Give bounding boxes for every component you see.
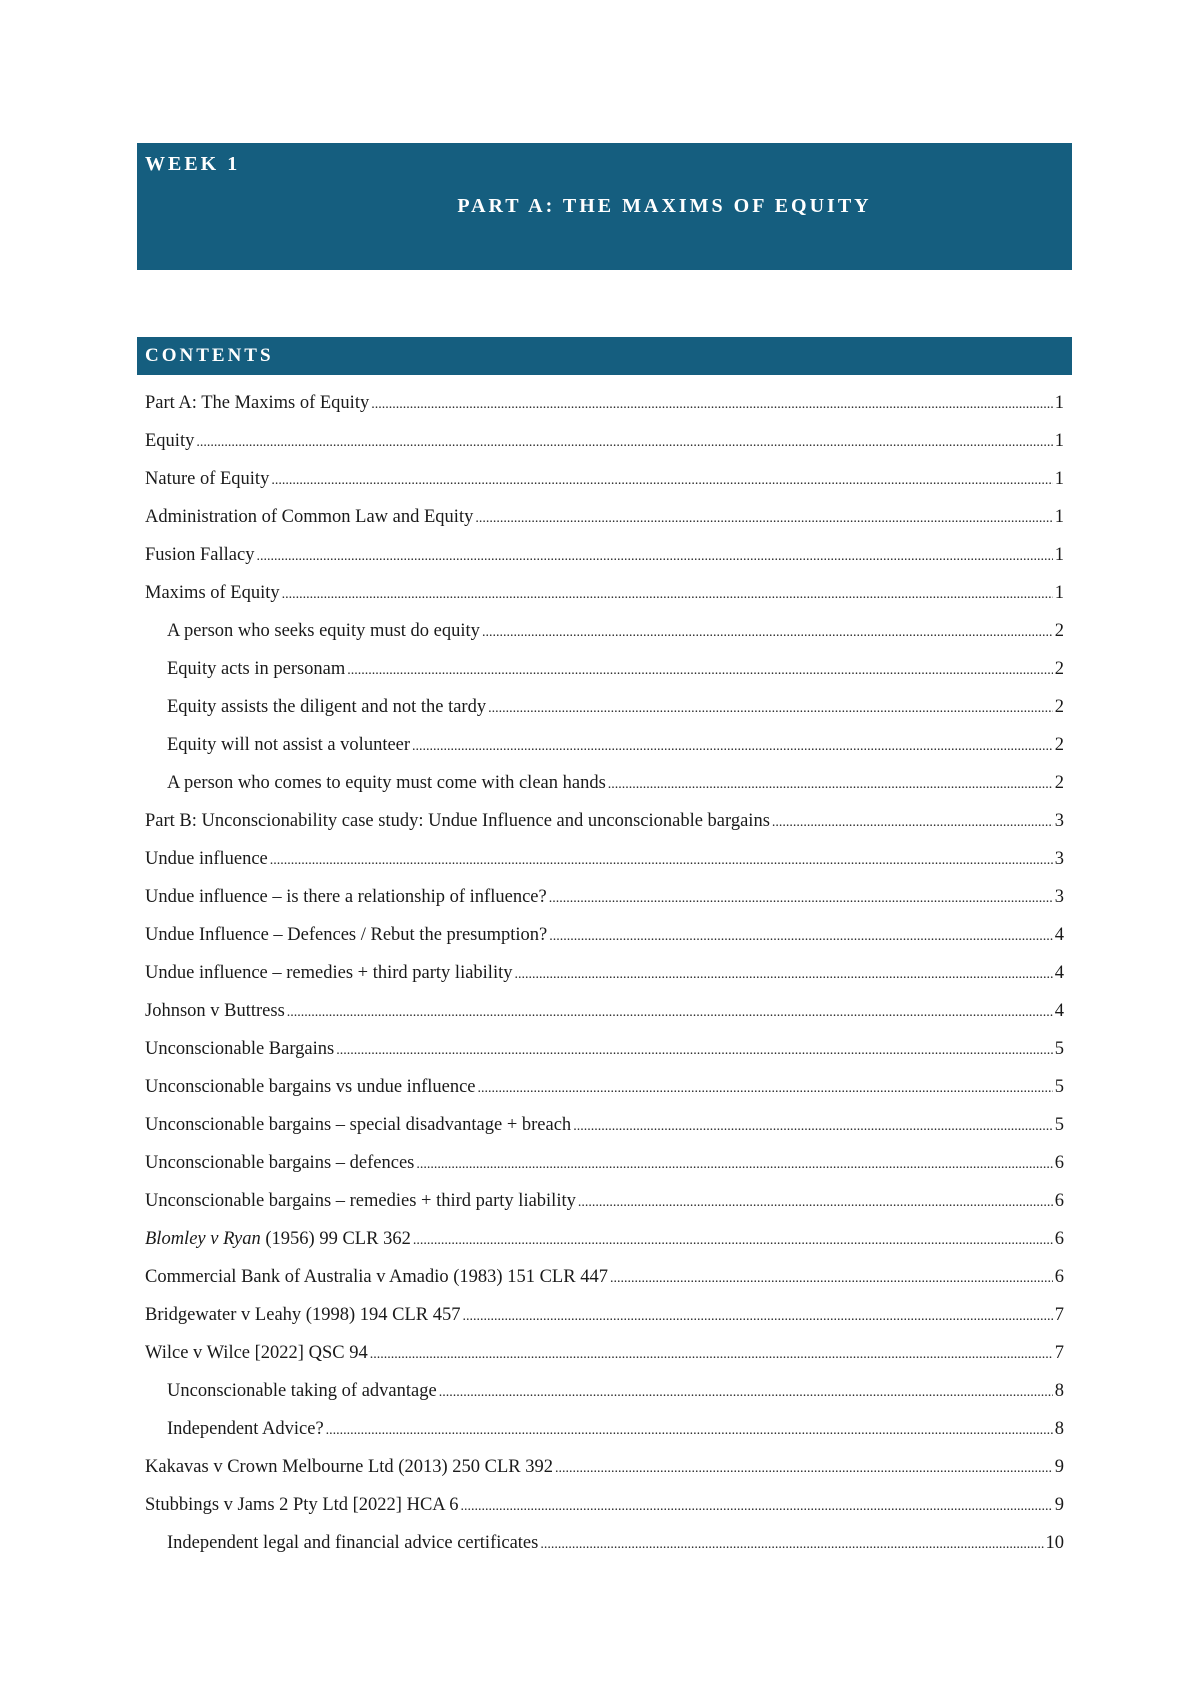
toc-entry[interactable] <box>145 1077 1064 1115</box>
toc-dot-leader <box>555 1457 1053 1478</box>
toc-entry-title[interactable] <box>167 1533 538 1554</box>
toc-page-number[interactable]: 1 <box>1054 393 1064 413</box>
toc-entry-title[interactable] <box>145 1153 414 1174</box>
toc-page-number[interactable]: 2 <box>1054 659 1064 679</box>
toc-page-number[interactable]: 8 <box>1054 1381 1064 1401</box>
toc-page-number[interactable]: 1 <box>1054 431 1064 451</box>
toc-entry-title-text: Independent legal and financial advice certificates <box>167 1533 539 1553</box>
toc-entry[interactable] <box>145 1381 1064 1419</box>
toc-page-number[interactable]: 6 <box>1054 1153 1064 1173</box>
toc-entry-title[interactable] <box>167 773 606 794</box>
toc-entry-title-text: Unconscionable bargains vs undue influence <box>145 1077 476 1097</box>
toc-page-number[interactable]: 2 <box>1054 621 1064 641</box>
toc-entry-title-text: Equity will not assist a volunteer <box>167 735 411 755</box>
toc-dot-leader <box>196 431 1052 452</box>
toc-entry[interactable] <box>145 1305 1064 1343</box>
toc-page-number[interactable]: 2 <box>1054 735 1064 755</box>
toc-page-number[interactable]: 1 <box>1054 583 1064 603</box>
toc-entry-title-text: Johnson v Buttress <box>145 1001 285 1021</box>
toc-entry[interactable] <box>145 583 1064 621</box>
toc-entry-title[interactable] <box>145 849 268 870</box>
contents-heading: CONTENTS <box>145 345 274 366</box>
toc-entry-title[interactable] <box>145 1495 459 1516</box>
toc-dot-leader <box>282 583 1053 604</box>
toc-dot-leader <box>439 1381 1053 1402</box>
toc-entry-title[interactable] <box>145 887 547 908</box>
toc-page-number[interactable]: 5 <box>1054 1115 1064 1135</box>
toc-entry-title[interactable] <box>145 1039 334 1060</box>
toc-page-number[interactable]: 6 <box>1054 1267 1064 1287</box>
toc-entry[interactable] <box>145 621 1064 659</box>
toc-page-number[interactable]: 9 <box>1054 1495 1064 1515</box>
toc-entry[interactable] <box>145 393 1064 431</box>
toc-page-number[interactable]: 4 <box>1054 925 1064 945</box>
toc-entry-title-text: Independent Advice? <box>167 1419 324 1439</box>
toc-dot-leader <box>475 507 1052 528</box>
toc-page-number[interactable]: 2 <box>1054 697 1064 717</box>
toc-page-number[interactable]: 3 <box>1054 811 1064 831</box>
toc-entry-title-text: Equity acts in personam <box>167 659 346 679</box>
toc-entry-title[interactable] <box>145 1115 571 1136</box>
toc-dot-leader <box>772 811 1053 832</box>
toc-entry-title[interactable] <box>145 1305 460 1326</box>
toc-dot-leader <box>478 1077 1053 1098</box>
toc-entry[interactable] <box>145 1495 1064 1533</box>
toc-entry-title-text: Equity <box>145 431 195 451</box>
toc-dot-leader <box>488 697 1053 718</box>
week-label: WEEK 1 <box>145 153 241 175</box>
toc-dot-leader <box>256 545 1052 566</box>
week-banner <box>137 143 1072 270</box>
toc-entry-title[interactable] <box>167 697 486 718</box>
toc-dot-leader <box>573 1115 1053 1136</box>
toc-entry-title-text: Unconscionable bargains – defences <box>145 1153 415 1173</box>
toc-page-number[interactable]: 5 <box>1054 1039 1064 1059</box>
toc-entry-title[interactable] <box>145 469 269 490</box>
toc-entry-title[interactable] <box>145 583 280 604</box>
toc-page-number[interactable]: 1 <box>1054 545 1064 565</box>
toc-dot-leader <box>482 621 1053 642</box>
toc-entry-title[interactable] <box>145 431 194 452</box>
toc-entry[interactable] <box>145 659 1064 697</box>
toc-page-number[interactable]: 10 <box>1045 1533 1064 1553</box>
toc-dot-leader <box>370 1343 1053 1364</box>
toc-entry[interactable] <box>145 507 1064 545</box>
toc-entry[interactable] <box>145 545 1064 583</box>
toc-entry-title-text: Fusion Fallacy <box>145 545 255 565</box>
toc-entry-title[interactable] <box>145 545 254 566</box>
toc-entry-title-text: Administration of Common Law and Equity <box>145 507 474 527</box>
toc-page-number[interactable]: 6 <box>1054 1229 1064 1249</box>
toc-page-number[interactable]: 9 <box>1054 1457 1064 1477</box>
toc-dot-leader <box>412 735 1053 756</box>
toc-page-number[interactable]: 4 <box>1054 963 1064 983</box>
toc-entry[interactable] <box>145 1343 1064 1381</box>
toc-entry-title[interactable] <box>167 621 480 642</box>
toc-dot-leader <box>271 469 1052 490</box>
toc-page-number[interactable]: 1 <box>1054 507 1064 527</box>
contents-heading-bar <box>137 337 1072 375</box>
toc-entry[interactable] <box>145 849 1064 887</box>
toc-page-number[interactable]: 6 <box>1054 1191 1064 1211</box>
toc-page-number[interactable]: 3 <box>1054 849 1064 869</box>
toc-dot-leader <box>610 1267 1053 1288</box>
toc-entry[interactable] <box>145 1001 1064 1039</box>
toc-entry-title[interactable] <box>145 1077 476 1098</box>
toc-entry[interactable] <box>145 1419 1064 1457</box>
toc-entry-title-text: Bridgewater v Leahy (1998) 194 CLR 457 <box>145 1305 461 1325</box>
toc-entry[interactable] <box>145 469 1064 507</box>
toc-entry[interactable] <box>145 1457 1064 1495</box>
toc-entry-title-text: Unconscionable bargains – remedies + third party liability <box>145 1191 576 1211</box>
toc-entry-title-text: Unconscionable taking of advantage <box>167 1381 437 1401</box>
toc-dot-leader <box>462 1305 1052 1326</box>
toc-entry[interactable] <box>145 1115 1064 1153</box>
toc-entry-title-text: Part B: Unconscionability case study: Undue Influence and unconscionable bargains <box>145 811 770 831</box>
toc-dot-leader <box>371 393 1053 414</box>
toc-entry[interactable] <box>145 1229 1064 1267</box>
toc-entry-title[interactable] <box>145 507 473 528</box>
toc-dot-leader <box>514 963 1052 984</box>
toc-entry-title[interactable] <box>167 659 345 680</box>
toc-dot-leader <box>336 1039 1053 1060</box>
toc-entry[interactable] <box>145 925 1064 963</box>
toc-entry-title-text: (1956) 99 CLR 362 <box>260 1229 411 1249</box>
toc-page-number[interactable]: 4 <box>1054 1001 1064 1021</box>
toc-entry-title-text: Undue influence – remedies + third party liability <box>145 963 513 983</box>
toc-entry-title[interactable] <box>145 925 547 946</box>
toc-entry[interactable] <box>145 1039 1064 1077</box>
toc-entry-title[interactable] <box>145 811 770 832</box>
toc-entry-title-text: Undue influence <box>145 849 268 869</box>
toc-dot-leader <box>347 659 1052 680</box>
toc-entry-title-text: Kakavas v Crown Melbourne Ltd (2013) 250 CLR 392 <box>145 1457 553 1477</box>
toc-entry[interactable] <box>145 1267 1064 1305</box>
toc-entry-title-text: A person who comes to equity must come with clean hands <box>167 773 606 793</box>
toc-page-number[interactable]: 2 <box>1054 773 1064 793</box>
toc-dot-leader <box>549 925 1053 946</box>
toc-dot-leader <box>326 1419 1053 1440</box>
toc-entry-title[interactable] <box>145 1343 368 1364</box>
toc-dot-leader <box>461 1495 1053 1516</box>
toc-entry-title-text: Part A: The Maxims of Equity <box>145 393 370 413</box>
toc-dot-leader <box>578 1191 1053 1212</box>
toc-page-number[interactable]: 1 <box>1054 469 1064 489</box>
toc-entry-title-text: Wilce v Wilce [2022] QSC 94 <box>145 1343 368 1363</box>
toc-dot-leader <box>270 849 1053 870</box>
part-title: PART A: THE MAXIMS OF EQUITY <box>457 195 872 217</box>
toc-page-number[interactable]: 7 <box>1054 1343 1064 1363</box>
toc-entry-title-text: Undue influence – is there a relationship of influence? <box>145 887 547 907</box>
toc-entry[interactable] <box>145 811 1064 849</box>
toc-dot-leader <box>540 1533 1043 1554</box>
toc-entry-title-text: Stubbings v Jams 2 Pty Ltd [2022] HCA 6 <box>145 1495 459 1515</box>
toc-entry-title-text: Undue Influence – Defences / Rebut the presumption? <box>145 925 548 945</box>
toc-entry-title[interactable] <box>167 1419 324 1440</box>
toc-entry-title-text: Nature of Equity <box>145 469 270 489</box>
toc-page-number[interactable]: 7 <box>1054 1305 1064 1325</box>
toc-entry[interactable] <box>145 963 1064 1001</box>
toc-dot-leader <box>608 773 1053 794</box>
toc-entry[interactable] <box>145 735 1064 773</box>
toc-entry[interactable] <box>145 431 1064 469</box>
toc-dot-leader <box>287 1001 1053 1022</box>
toc-entry[interactable] <box>145 1153 1064 1191</box>
toc-entry-title[interactable] <box>145 1229 411 1250</box>
toc-page-number[interactable]: 3 <box>1054 887 1064 907</box>
toc-entry-title-text: Equity assists the diligent and not the tardy <box>167 697 487 717</box>
toc-page-number[interactable]: 8 <box>1054 1419 1064 1439</box>
toc-entry-title[interactable] <box>145 1191 576 1212</box>
toc-entry-title-text: A person who seeks equity must do equity <box>167 621 480 641</box>
toc-dot-leader <box>413 1229 1053 1250</box>
toc-dot-leader <box>416 1153 1052 1174</box>
toc-entry[interactable] <box>145 773 1064 811</box>
toc-entry-title-text: Commercial Bank of Australia v Amadio (1983) 151 CLR 447 <box>145 1267 608 1287</box>
toc-entry-title-text: Unconscionable Bargains <box>145 1039 335 1059</box>
toc-page-number[interactable]: 5 <box>1054 1077 1064 1097</box>
toc-entry[interactable] <box>145 1533 1064 1571</box>
toc-entry[interactable] <box>145 887 1064 925</box>
toc-entry-title[interactable] <box>145 1001 285 1022</box>
toc-entry[interactable] <box>145 697 1064 735</box>
table-of-contents <box>145 393 1064 1571</box>
toc-entry-title[interactable] <box>145 393 369 414</box>
toc-entry-title[interactable] <box>167 1381 437 1402</box>
toc-entry-title-italic: Blomley v Ryan <box>145 1229 261 1249</box>
toc-entry-title[interactable] <box>145 1267 608 1288</box>
toc-entry-title-text: Maxims of Equity <box>145 583 280 603</box>
toc-entry-title-text: Unconscionable bargains – special disadvantage + breach <box>145 1115 572 1135</box>
toc-entry-title[interactable] <box>145 963 512 984</box>
toc-dot-leader <box>549 887 1053 908</box>
toc-entry[interactable] <box>145 1191 1064 1229</box>
toc-entry-title[interactable] <box>145 1457 553 1478</box>
toc-entry-title[interactable] <box>167 735 410 756</box>
